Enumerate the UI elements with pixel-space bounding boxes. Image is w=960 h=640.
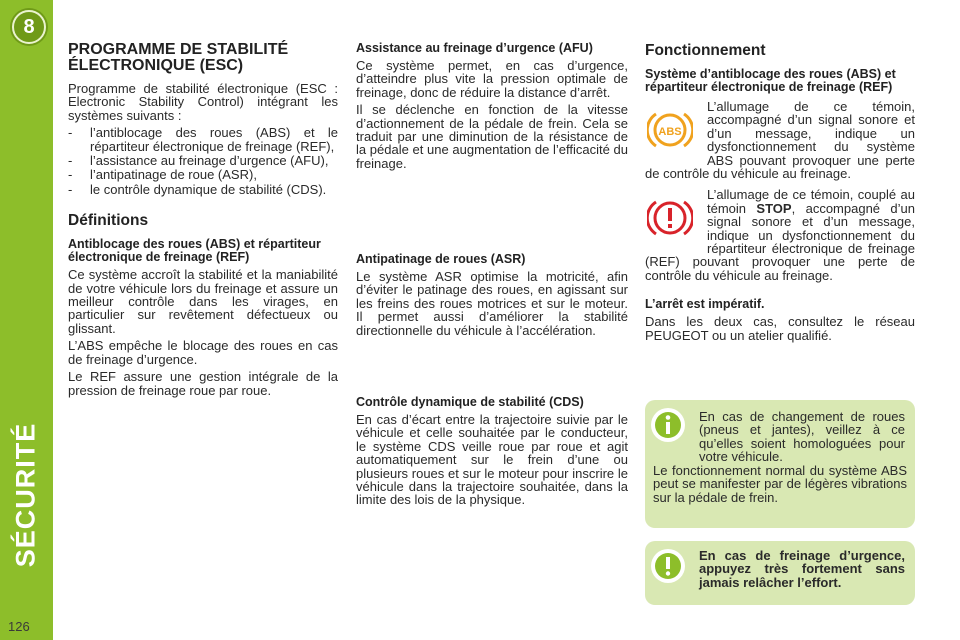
abs-paragraph-3: Le REF assure une gestion intégrale de la pression de freinage roue par roue. [68,369,338,398]
abs-paragraph-1: Ce système accroît la stabilité et la maniabilité de votre véhicule lors du freinage et assure un meilleur contrôle dans les virages, en particulier sur revêtement défectueux ou glissant. [68,267,338,336]
abs-paragraph-2: L’ABS empêche le blocage des roues en cas de freinage d’urgence. [68,338,338,367]
afu-paragraph-2: Il se déclenche en fonction de la vitesse d’actionnement de la pédale de frein. Cela se traduit par une diminution de la résistance de la pédale et une augmentation de l’efficacité du freinage. [356,102,628,171]
asr-heading: Antipatinage de roues (ASR) [356,252,526,266]
stop-imperative-heading: L’arrêt est impératif. [645,297,765,312]
ref-text-start: L’allumage de ce témoin, couplé au témoin [707,187,915,216]
definitions-title: Définitions [68,212,149,230]
list-item: - l’antiblocage des roues (ABS) et le répartiteur électronique de freinage (REF), [68,126,338,153]
operation-title: Fonctionnement [645,42,766,59]
column-middle-cds [356,396,628,511]
brake-alert-icon [647,196,693,240]
chapter-number-badge: 8 [12,10,46,44]
info-note [645,400,915,528]
abs-heading: Antiblocage des roues (ABS) et répartiteur électronique de freinage (REF) [68,237,321,265]
abs-ref-heading: Système d’antiblocage des roues (ABS) et répartiteur électronique de freinage (REF) [645,67,896,94]
list-item: - le contrôle dynamique de stabilité (CDS). [68,183,338,196]
list-item: - l’assistance au freinage d’urgence (AFU), [68,154,338,167]
section-title-esc: PROGRAMME DE STABILITÉ ÉLECTRONIQUE (ESC) [68,41,289,74]
asr-paragraph: Le système ASR optimise la motricité, afin d’éviter le patinage des roues, en agissant sur les freins des roues motrices et sur le moteur. Il permet aussi d’améliorer la stabilité directionnelle du véhicule à l’accélération. [356,269,628,338]
cds-paragraph: En cas d’écart entre la trajectoire suivie par le véhicule et celle souhaitée par le conducteur, le système CDS veille roue par roue et agit automatiquement sur le frein d’une ou plusieurs roues et sur le moteur pour inscrire le véhicule dans la trajectoire souhaitée, dans la limite des lois de la physique. [356,412,628,508]
page-number: 126 [8,619,30,634]
abs-icon-label: ABS [658,126,682,138]
ref-warning-block [645,188,915,282]
afu-paragraph-1: Ce système permet, en cas d’urgence, d’atteindre plus vite la pression optimale de freinage, donc de réduire la distance d’arrêt. [356,58,628,100]
consult-network-paragraph: Dans les deux cas, consultez le réseau PEUGEOT ou un atelier qualifié. [645,314,915,343]
column-left [68,42,338,401]
alert-note-text: En cas de freinage d’urgence, appuyez très fortement sans jamais relâcher l’effort. [699,548,905,590]
exclamation-icon [651,549,685,583]
afu-heading: Assistance au freinage d’urgence (AFU) [356,41,593,55]
info-icon [651,408,685,442]
info-note-text-1: En cas de changement de roues (pneus et jantes), veillez à ce qu’elles soient homologuées pour votre véhicule. [699,409,905,465]
abs-warning-paragraph: L’allumage de ce témoin, accompagné d’un signal sonore et d’un message, indique un dysfonctionnement du système ABS pouvant provoquer une perte de contrôle du véhicule au freinage. [645,99,915,182]
abs-warning-block [645,100,915,180]
esc-system-list [68,126,338,196]
info-note-text-2: Le fonctionnement normal du système ABS peut se manifester par de légères vibrations sur la pédale de frein. [653,463,907,505]
esc-intro: Programme de stabilité électronique (ESC : Electronic Stability Control) intégrant les systèmes suivants : [68,81,338,123]
list-item: - l’antipatinage de roue (ASR), [68,168,338,181]
stop-label: STOP [756,200,792,216]
chapter-title: SÉCURITÉ [10,422,41,568]
alert-note [645,541,915,605]
ref-text-end: , accompagné d’un signal sonore et d’un message, indique un dysfonctionnement du répartiteur électronique de freinage (REF) pouvant provoquer une perte de contrôle du véhicule au freinage. [645,200,915,283]
column-right [645,42,915,346]
abs-warning-icon [647,108,693,152]
column-middle-asr [356,253,628,341]
column-middle [356,42,628,174]
cds-heading: Contrôle dynamique de stabilité (CDS) [356,395,584,409]
